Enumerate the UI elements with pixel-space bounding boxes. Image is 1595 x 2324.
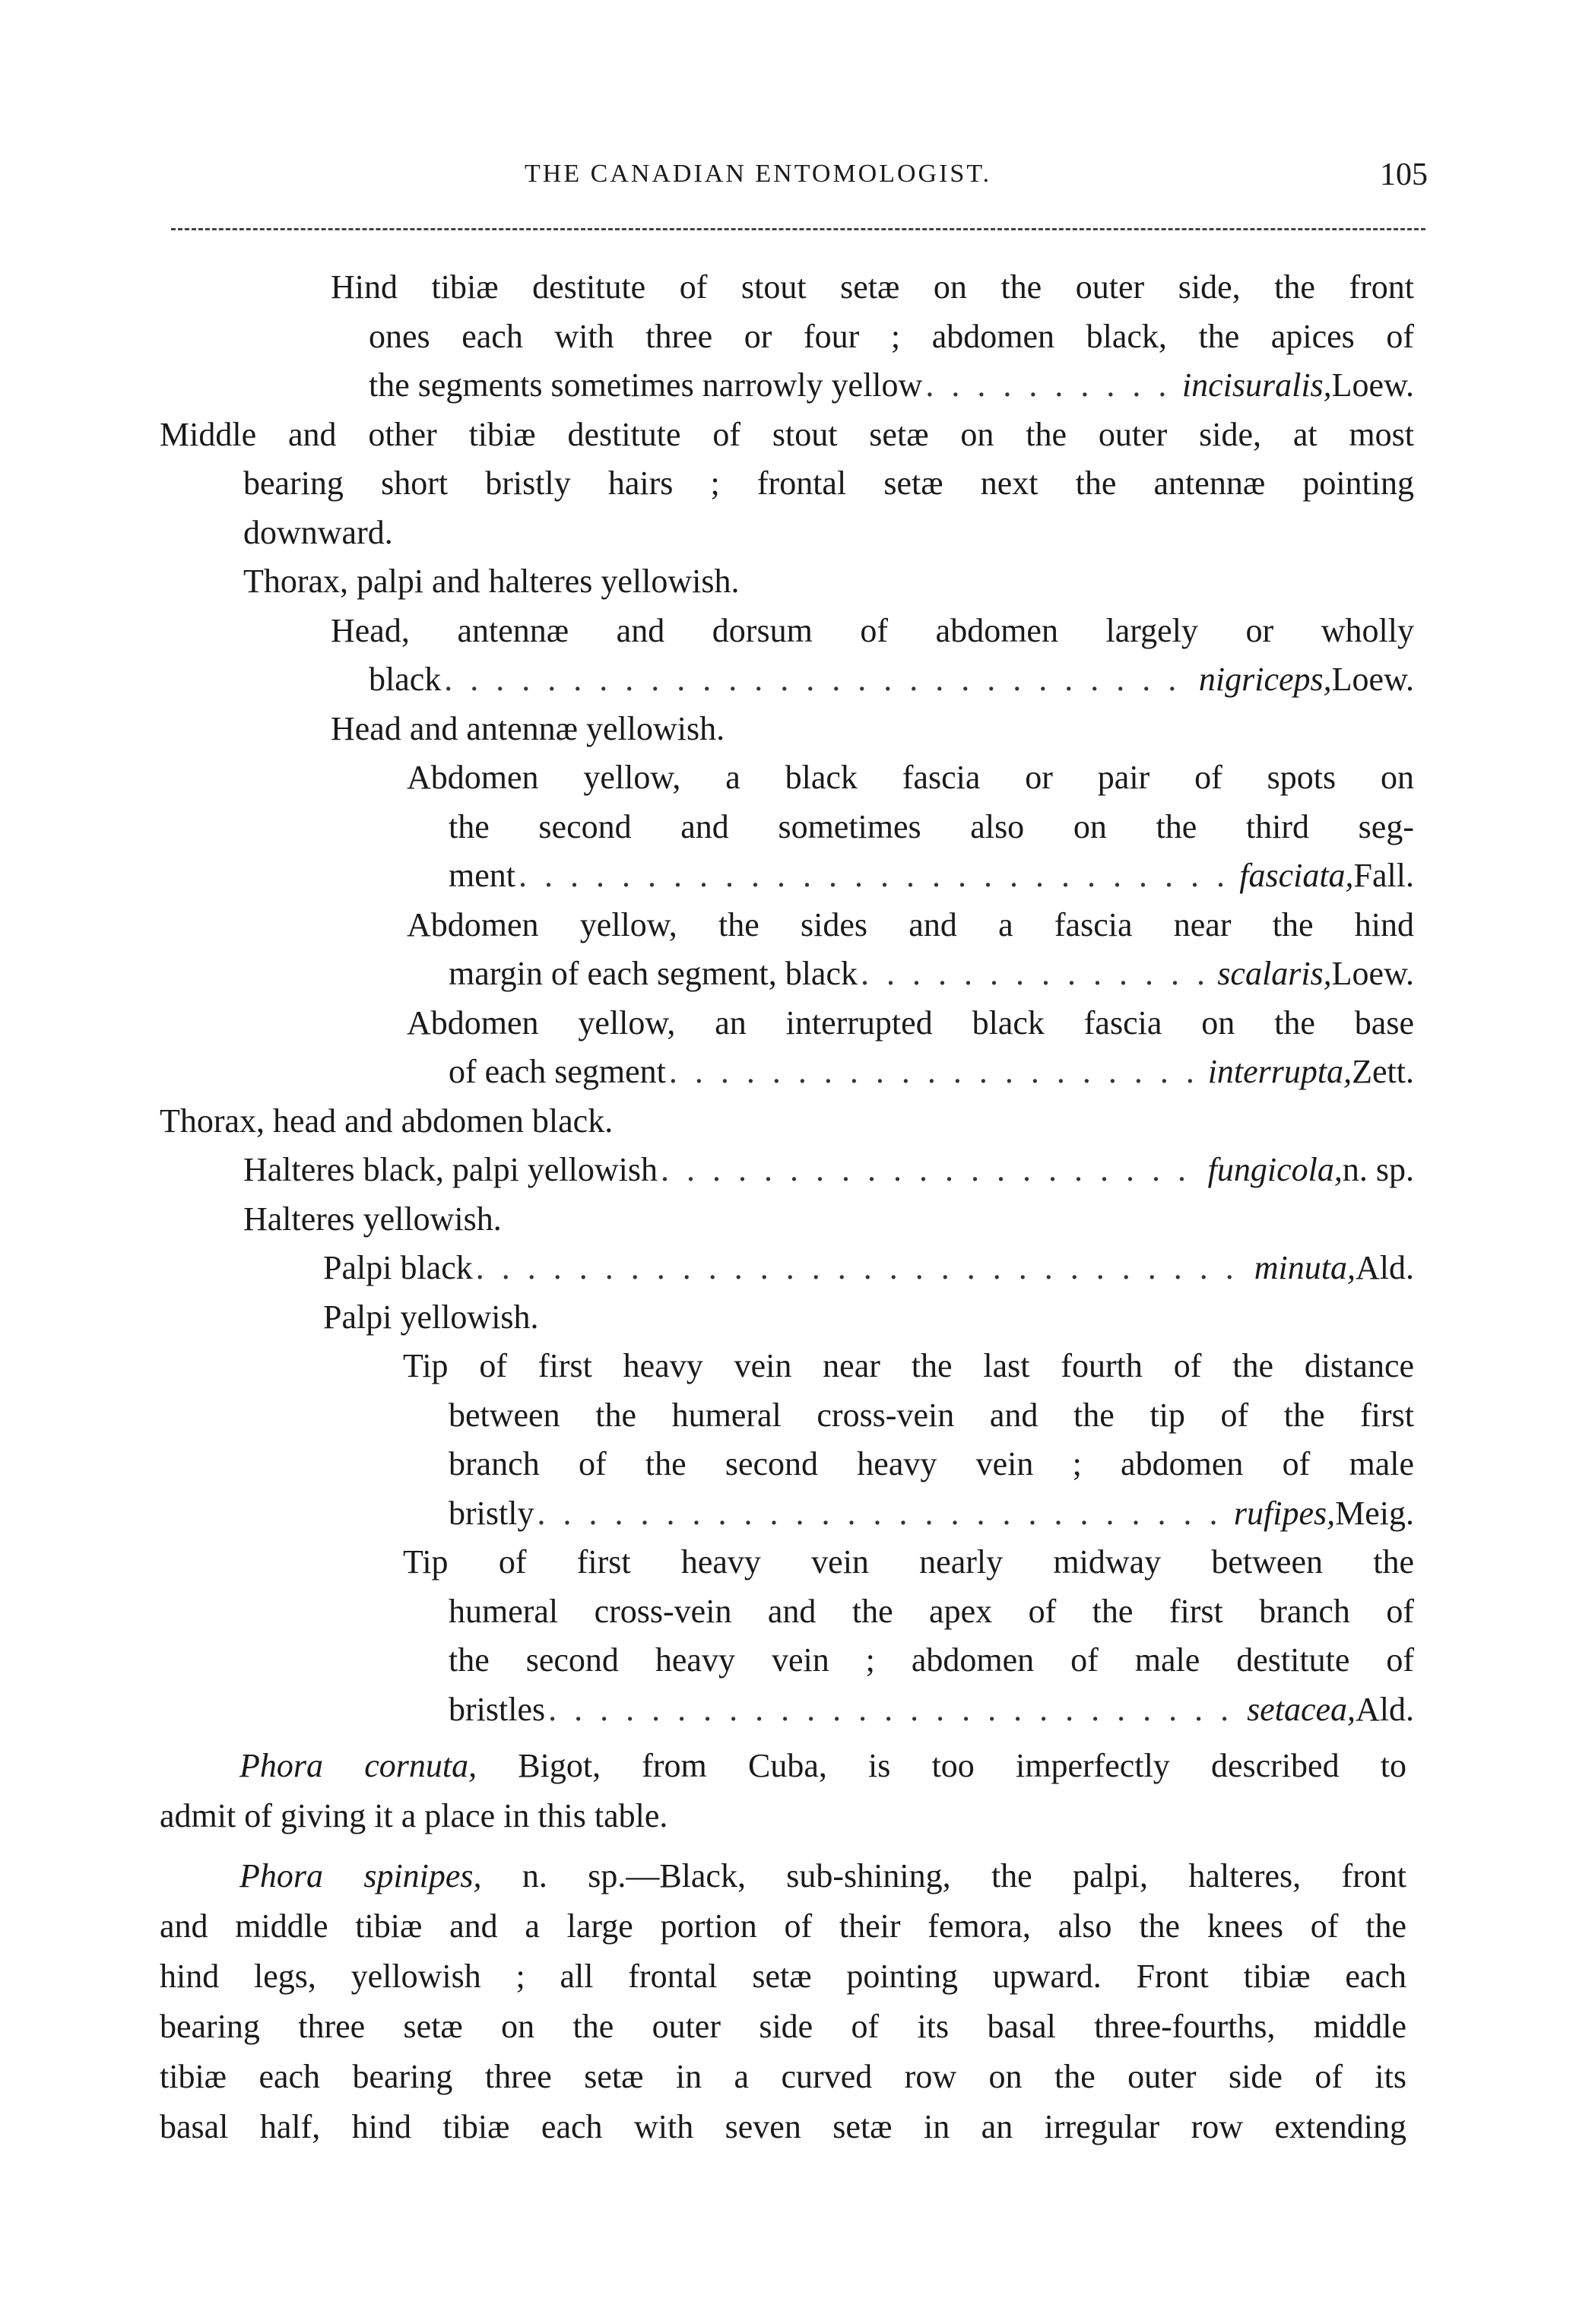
paragraph-text: Bigot, from Cuba, is too imperfectly described to: [477, 1747, 1406, 1784]
running-title: THE CANADIAN ENTOMOLOGIST.: [525, 160, 992, 188]
author-name: n. sp.: [1342, 1151, 1414, 1188]
author-name: Ald.: [1356, 1691, 1414, 1728]
key-line: Tip of first heavy vein nearly midway between the: [403, 1543, 1414, 1581]
paragraph-phora-spinipes: [160, 1851, 1406, 2152]
key-line: Palpi yellowish.: [323, 1298, 539, 1336]
key-line: downward.: [243, 514, 393, 551]
header-rule: [171, 228, 1425, 230]
paragraph-line: tibiæ each bearing three setæ in a curved row on the outer side of its: [160, 2058, 1406, 2095]
key-line: Halteres yellowish.: [243, 1200, 502, 1238]
paragraph-line: admit of giving it a place in this table.: [160, 1797, 668, 1834]
key-line: Hind tibiæ destitute of stout setæ on the outer side, the front: [331, 268, 1414, 306]
key-line: bearing short bristly hairs ; frontal setæ next the antennæ pointing: [243, 464, 1414, 502]
species-name: fungicola,: [1207, 1151, 1343, 1188]
key-entry-text: bristles: [449, 1691, 546, 1728]
key-line: Thorax, palpi and halteres yellowish.: [243, 563, 740, 600]
key-entry-text: of each segment: [449, 1053, 666, 1090]
dot-leader: [444, 655, 1196, 705]
key-entry: [243, 1145, 1414, 1195]
key-entry-text: the segments sometimes narrowly yellow: [369, 366, 923, 404]
dot-leader: [548, 1685, 1244, 1735]
page-number: 105: [1380, 157, 1428, 192]
key-entry: [449, 949, 1414, 999]
paragraph-line: [160, 1741, 1406, 1791]
key-entry: [449, 1489, 1414, 1539]
paragraph-phora-cornuta: [160, 1741, 1406, 1841]
key-entry: [449, 851, 1414, 901]
key-line: Head, antennæ and dorsum of abdomen largely or wholly: [331, 612, 1414, 649]
key-line: the second and sometimes also on the third seg-: [449, 808, 1414, 845]
key-entry-text: ment: [449, 857, 515, 894]
species-name: setacea,: [1247, 1691, 1356, 1728]
paragraph-line: bearing three setæ on the outer side of its basal three-fourths, middle: [160, 2008, 1406, 2045]
key-entry-text: Palpi black: [323, 1249, 473, 1286]
key-entry: [323, 1243, 1414, 1293]
dot-leader: [669, 1047, 1205, 1097]
species-name: Phora spinipes,: [239, 1857, 482, 1894]
dot-leader: [661, 1145, 1205, 1195]
dot-leader: [925, 360, 1179, 411]
species-name: incisuralis,: [1181, 366, 1332, 404]
key-line: Thorax, head and abdomen black.: [160, 1102, 614, 1140]
species-name: interrupta,: [1207, 1053, 1352, 1090]
key-entry: [369, 655, 1414, 705]
paragraph-line: [160, 1851, 1406, 1901]
author-name: Loew.: [1331, 661, 1414, 698]
key-line: the second heavy vein ; abdomen of male destitute of: [449, 1641, 1414, 1679]
dot-leader: [537, 1489, 1230, 1539]
key-entry-text: bristly: [449, 1495, 534, 1532]
author-name: Zett.: [1352, 1053, 1414, 1090]
author-name: Meig.: [1335, 1495, 1414, 1532]
author-name: Ald.: [1356, 1249, 1414, 1286]
species-name: scalaris,: [1217, 955, 1332, 992]
key-line: Middle and other tibiæ destitute of stout setæ on the outer side, at most: [160, 416, 1414, 453]
author-name: Fall.: [1353, 857, 1414, 894]
dot-leader: [861, 949, 1214, 999]
dot-leader: [476, 1243, 1251, 1293]
key-entry: [369, 360, 1414, 411]
key-line: ones each with three or four ; abdomen black, the apices of: [369, 318, 1414, 355]
author-name: Loew.: [1331, 955, 1414, 992]
paragraph-line: and middle tibiæ and a large portion of their femora, also the knees of the: [160, 1907, 1406, 1945]
key-entry: [449, 1685, 1414, 1735]
page-header: [0, 157, 1595, 205]
key-line: Head and antennæ yellowish.: [331, 710, 725, 747]
key-line: Abdomen yellow, a black fascia or pair of spots on: [407, 759, 1414, 796]
paragraph-text: n. sp.—Black, sub-shining, the palpi, halteres, front: [481, 1857, 1406, 1894]
species-name: fasciata,: [1239, 857, 1354, 894]
species-name: nigriceps,: [1198, 661, 1332, 698]
dot-leader: [518, 851, 1236, 901]
key-entry: [449, 1047, 1414, 1097]
key-line: Abdomen yellow, the sides and a fascia near the hind: [407, 906, 1414, 943]
author-name: Loew.: [1331, 366, 1414, 404]
key-entry-text: margin of each segment, black: [449, 955, 858, 992]
species-name: minuta,: [1254, 1249, 1356, 1286]
key-line: between the humeral cross-vein and the tip of the first: [449, 1397, 1414, 1434]
key-line: branch of the second heavy vein ; abdomen of male: [449, 1445, 1414, 1482]
species-name: rufipes,: [1233, 1495, 1336, 1532]
key-entry-text: black: [369, 661, 442, 698]
paragraph-line: hind legs, yellowish ; all frontal setæ pointing upward. Front tibiæ each: [160, 1958, 1406, 1995]
key-line: humeral cross-vein and the apex of the first branch of: [449, 1593, 1414, 1630]
key-line: Abdomen yellow, an interrupted black fascia on the base: [407, 1004, 1414, 1042]
paragraph-line: basal half, hind tibiæ each with seven setæ in an irregular row extending: [160, 2108, 1406, 2145]
species-name: Phora cornuta,: [239, 1747, 477, 1784]
key-line: Tip of first heavy vein near the last fourth of the distance: [403, 1347, 1414, 1384]
key-entry-text: Halteres black, palpi yellowish: [243, 1151, 658, 1188]
